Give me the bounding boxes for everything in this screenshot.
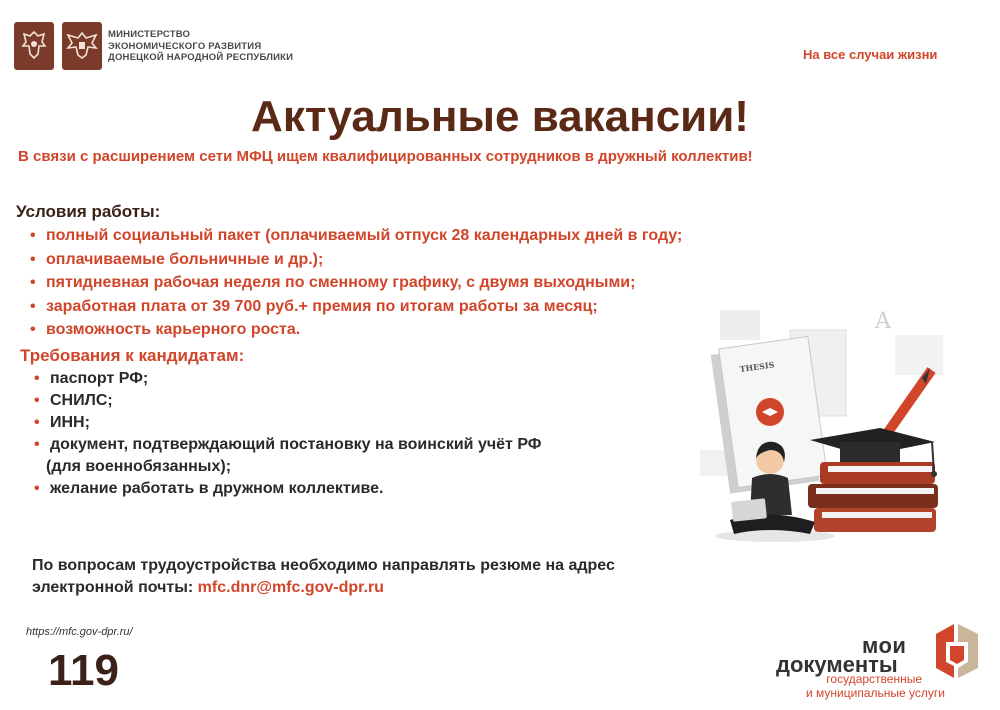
page-subtitle: В связи с расширением сети МФЦ ищем квалифицированных сотрудников в дружный коллектив!: [18, 148, 753, 165]
logo-subtext-line-2: и муниципальные услуги: [806, 686, 945, 700]
condition-text: оплачиваемые больничные и др.);: [46, 250, 324, 268]
requirement-text: документ, подтверждающий постановку на воинский учёт РФ: [50, 436, 542, 453]
page-number: 119: [48, 646, 119, 695]
ministry-line-3: ДОНЕЦКОЙ НАРОДНОЙ РЕСПУБЛИКИ: [108, 52, 294, 63]
bullet-icon: •: [34, 414, 40, 431]
ministry-name: [108, 29, 293, 64]
requirement-text: СНИЛС;: [50, 392, 113, 409]
requirement-text: (для военнобязанных);: [46, 458, 232, 475]
mfc-logo-icon: [932, 620, 982, 684]
list-item: [34, 412, 541, 434]
list-item: [30, 318, 682, 342]
bullet-icon: •: [34, 436, 40, 453]
condition-text: пятидневная рабочая неделя по сменному графику, с двумя выходными;: [46, 274, 636, 291]
ministry-line-2: ЭКОНОМИЧЕСКОГО РАЗВИТИЯ: [108, 40, 262, 52]
condition-text: возможность карьерного роста.: [46, 321, 301, 338]
logo-subtext: [806, 672, 945, 700]
logo-subtext-line-1: государственные: [826, 672, 922, 686]
bullet-icon: •: [34, 392, 40, 409]
bullet-icon: •: [30, 297, 36, 315]
logo-text-documents: документы: [776, 652, 898, 677]
contact-line-1: По вопросам трудоустройства необходимо направлять резюме на адрес: [32, 557, 615, 574]
contact-email-link[interactable]: mfc.dnr@mfc.gov-dpr.ru: [197, 579, 384, 596]
ministry-line-1: МИНИСТЕРСТВО: [108, 29, 191, 40]
list-item: [30, 295, 682, 319]
condition-text: полный социальный пакет (оплачиваемый отпуск 28 календарных дней в году;: [46, 227, 683, 244]
thesis-label: THESIS: [739, 359, 775, 375]
emblem-dpr: [62, 22, 102, 70]
list-item-continuation: [46, 456, 541, 478]
list-item: [34, 368, 541, 390]
contact-block: [32, 555, 615, 599]
list-item: [30, 271, 682, 295]
list-item: [34, 434, 542, 456]
conditions-heading: Условия работы:: [16, 202, 161, 221]
slogan: На все случаи жизни: [803, 47, 938, 62]
double-headed-eagle-icon: [20, 28, 48, 62]
bullet-icon: •: [30, 250, 36, 268]
list-item: [30, 224, 683, 248]
list-item: [34, 390, 541, 412]
emblem-russia: [14, 22, 54, 70]
site-url[interactable]: https://mfc.gov-dpr.ru/: [26, 626, 133, 638]
letter-a: A: [875, 309, 891, 334]
logo-text-moi: мои: [862, 633, 907, 658]
dpr-eagle-icon: [65, 28, 99, 62]
contact-line-2-prefix: электронной почты:: [32, 579, 194, 596]
condition-text: заработная плата от 39 700 руб.+ премия по итогам работы за месяц;: [46, 297, 598, 315]
requirement-text: паспорт РФ;: [50, 370, 149, 387]
conditions-list: [30, 224, 683, 342]
bullet-icon: •: [30, 321, 36, 338]
bullet-icon: •: [34, 370, 40, 387]
requirement-text: желание работать в дружном коллективе.: [50, 480, 384, 497]
bullet-icon: •: [30, 227, 36, 244]
bullet-icon: •: [30, 274, 36, 291]
contact-line-2: [32, 577, 615, 599]
page-title: Актуальные вакансии!: [251, 92, 749, 141]
student-books-illustration: [690, 290, 950, 550]
requirements-list: [34, 368, 542, 500]
requirement-text: ИНН;: [50, 414, 90, 431]
list-item: [34, 478, 541, 500]
book-stack: [808, 462, 938, 532]
requirements-heading: Требования к кандидатам:: [20, 346, 245, 365]
bullet-icon: •: [34, 480, 40, 497]
list-item: [30, 248, 682, 272]
